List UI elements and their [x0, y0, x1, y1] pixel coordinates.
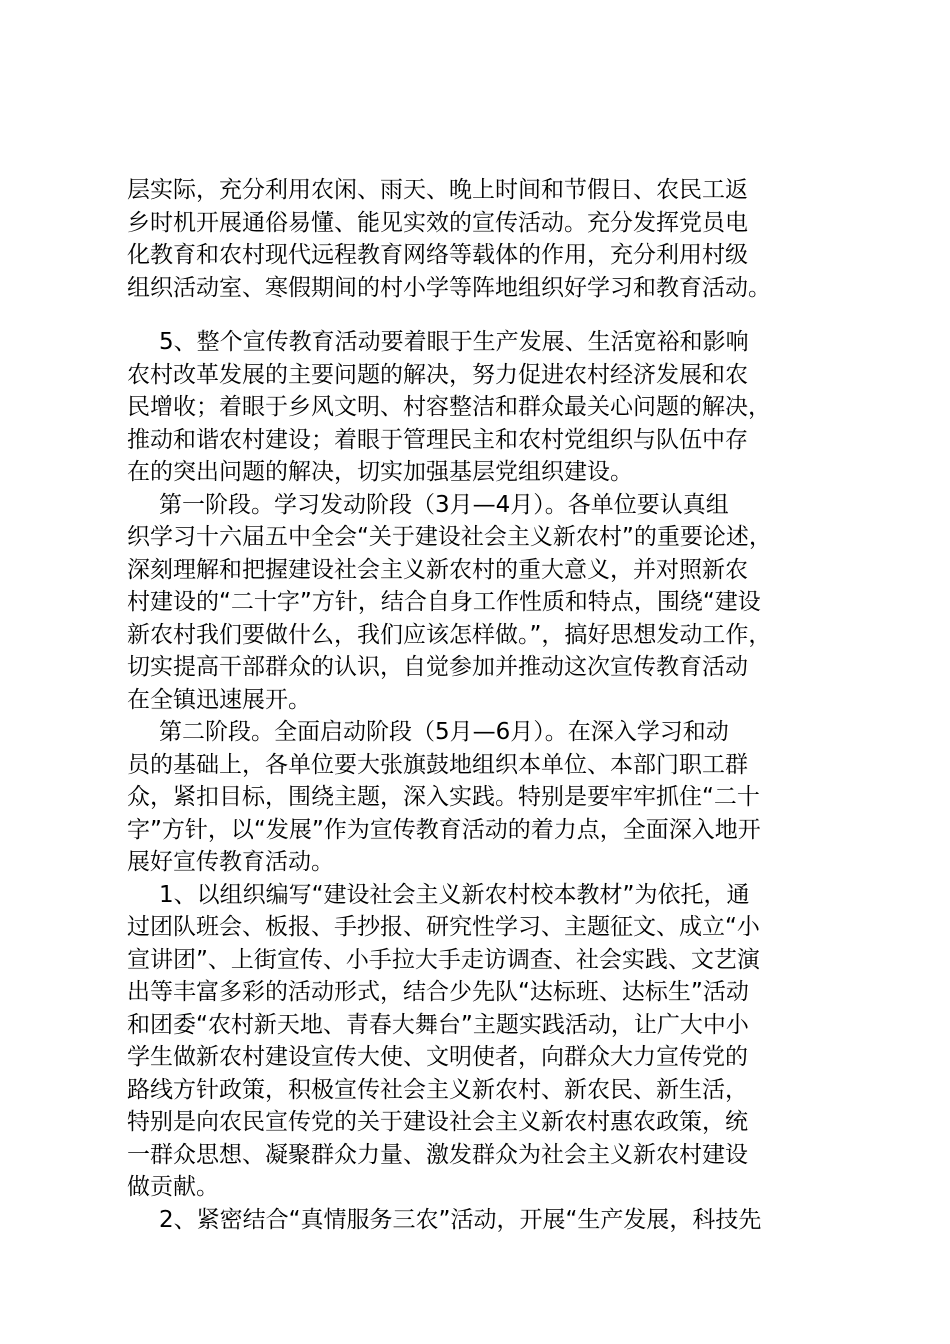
- text-line: 1、以组织编写“建设社会主义新农村校本教材”为依托，通: [159, 881, 750, 908]
- text-line: 深刻理解和把握建设社会主义新农村的重大意义，并对照新农: [127, 556, 748, 583]
- paragraph-item-2: [127, 1204, 847, 1237]
- text-line: 5、整个宣传教育活动要着眼于生产发展、生活宽裕和影响: [159, 329, 749, 355]
- text-line: 切实提高干部群众的认识，自觉参加并推动这次宣传教育活动: [127, 654, 748, 680]
- text-line: 和团委“农村新天地、青春大舞台”主题实践活动，让广大中小: [127, 1011, 749, 1038]
- text-line: 路线方针政策，积极宣传社会主义新农村、新农民、新生活，: [127, 1076, 748, 1103]
- text-line: 村建设的“二十字”方针，结合自身工作性质和特点，围绕“建设: [127, 589, 761, 615]
- text-line: 农村改革发展的主要问题的解决，努力促进农村经济发展和农: [127, 361, 748, 388]
- paragraph-item-1: [127, 879, 847, 1204]
- text-line: 乡时机开展通俗易懂、能见实效的宣传活动。充分发挥党员电: [127, 209, 748, 236]
- text-line: 组织活动室、寒假期间的村小学等阵地组织好学习和教育活动。: [127, 274, 771, 301]
- text-line: 员的基础上，各单位要大张旗鼓地组织本单位、本部门职工群: [127, 751, 748, 778]
- text-line: 推动和谐农村建设；着眼于管理民主和农村党组织与队伍中存: [127, 426, 748, 453]
- text-line: 民增收；着眼于乡风文明、村容整洁和群众最关心问题的解决，: [127, 394, 771, 420]
- text-line: 展好宣传教育活动。: [127, 849, 334, 875]
- text-line: 在全镇迅速展开。: [127, 686, 311, 713]
- text-line: 在的突出问题的解决，切实加强基层党组织建设。: [127, 459, 633, 485]
- text-line: 第二阶段。全面启动阶段（5月—6月）。在深入学习和动: [159, 719, 729, 745]
- text-line: 一群众思想、凝聚群众力量、激发群众为社会主义新农村建设: [127, 1141, 748, 1168]
- text-line: 字”方针，以“发展”作为宣传教育活动的着力点，全面深入地开: [127, 816, 761, 843]
- text-line: 众，紧扣目标，围绕主题，深入实践。特别是要牢牢抓住“二十: [127, 784, 760, 810]
- text-line: 宣讲团”、上街宣传、小手拉大手走访调查、社会实践、文艺演: [127, 946, 760, 973]
- text-line: 织学习十六届五中全会“关于建设社会主义新农村”的重要论述，: [127, 524, 772, 550]
- text-line: 过团队班会、板报、手抄报、研究性学习、主题征文、成立“小: [127, 914, 760, 940]
- text-line: 新农村我们要做什么，我们应该怎样做。”，搞好思想发动工作，: [127, 621, 772, 648]
- text-line: 学生做新农村建设宣传大使、文明使者，向群众大力宣传党的: [127, 1044, 748, 1070]
- text-line: 特别是向农民宣传党的关于建设社会主义新农村惠农政策，统: [127, 1109, 748, 1135]
- text-line: 2、紧密结合“真情服务三农”活动，开展“生产发展，科技先: [159, 1206, 762, 1233]
- paragraph-phase-1: [127, 489, 847, 717]
- text-line: 做贡献。: [127, 1174, 219, 1200]
- text-line: 化教育和农村现代远程教育网络等载体的作用，充分利用村级: [127, 242, 748, 268]
- paragraph-item-5: [127, 326, 847, 489]
- text-line: 层实际，充分利用农闲、雨天、晚上时间和节假日、农民工返: [127, 177, 748, 203]
- paragraph-continuation: [127, 174, 847, 304]
- text-line: 出等丰富多彩的活动形式，结合少先队“达标班、达标生”活动: [127, 979, 749, 1005]
- text-line: 第一阶段。学习发动阶段（3月—4月）。各单位要认真组: [159, 491, 729, 518]
- paragraph-phase-2: [127, 716, 847, 879]
- body-text: [127, 326, 847, 1236]
